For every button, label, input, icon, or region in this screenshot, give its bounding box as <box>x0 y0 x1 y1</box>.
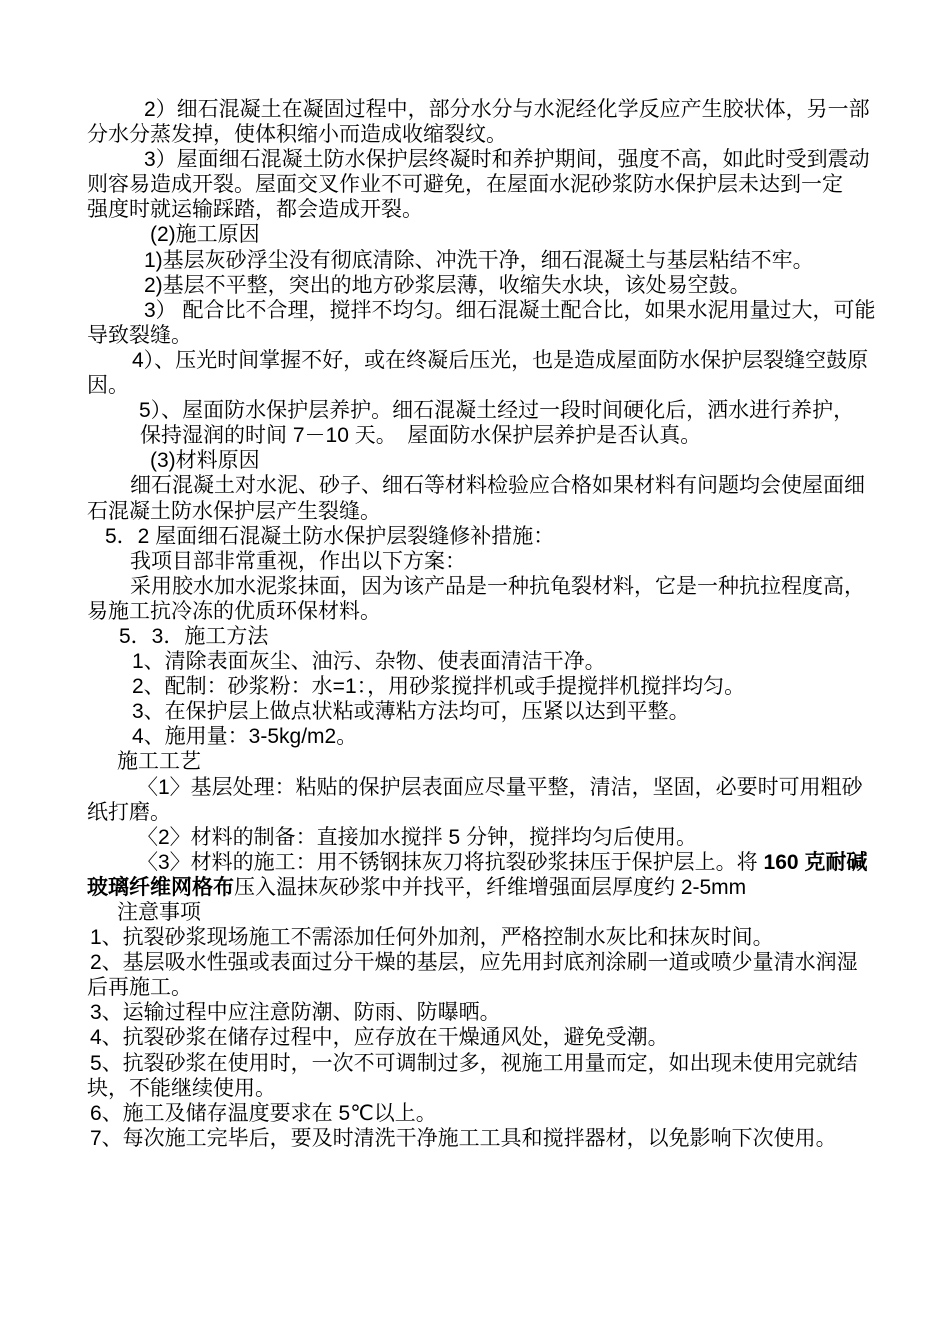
text-segment: 4）、压光时间掌握不好，或在终凝后压光，也是造成屋面防水保护层裂缝空鼓原 <box>132 348 869 372</box>
text-line <box>87 348 887 373</box>
text-line <box>87 323 887 348</box>
text-line <box>87 724 887 749</box>
text-line <box>87 624 887 649</box>
text-segment: 2）细石混凝土在凝固过程中，部分水分与水泥经化学反应产生胶状体，另一部 <box>144 98 870 121</box>
text-segment: 块，不能继续使用。 <box>87 1076 276 1100</box>
text-segment: 2、配制：砂浆粉：水=1：，用砂浆搅拌机或手提搅拌机搅拌均匀。 <box>132 675 746 699</box>
text-line <box>87 1126 887 1151</box>
text-line <box>87 298 887 323</box>
text-segment: 5．2 屋面细石混凝土防水保护层裂缝修补措施： <box>105 524 555 548</box>
text-segment: 2)基层不平整，突出的地方砂浆层薄，收缩失水块，该处易空鼓。 <box>144 273 751 297</box>
text-line <box>87 800 887 825</box>
text-segment: 强度时就运输踩踏，都会造成开裂。 <box>87 198 423 222</box>
text-line <box>87 524 887 549</box>
text-segment: 细石混凝土对水泥、砂子、细石等材料检验应合格如果材料有问题均会使屋面细 <box>130 474 865 498</box>
text-segment: 5．3．施工方法 <box>119 624 269 648</box>
text-segment: 〈1〉基层处理：粘贴的保护层表面应尽量平整，清洁，坚固，必要时可用粗砂 <box>137 775 863 799</box>
text-line <box>87 775 887 800</box>
text-segment: 后再施工。 <box>87 976 192 1000</box>
text-line <box>87 423 887 448</box>
text-segment: 7、每次施工完毕后，要及时清洗干净施工工具和搅拌器材，以免影响下次使用。 <box>90 1126 837 1150</box>
text-segment: 导致裂缝。 <box>87 323 192 347</box>
text-line <box>87 749 887 774</box>
text-line <box>87 473 887 498</box>
text-line <box>87 448 887 473</box>
text-segment: 5、抗裂砂浆在使用时，一次不可调制过多，视施工用量而定，如出现未使用完就结 <box>90 1051 858 1075</box>
text-segment: 3）屋面细石混凝土防水保护层终凝时和养护期间，强度不高，如此时受到震动 <box>144 148 870 172</box>
text-segment-bold: 160 克耐碱 <box>763 850 868 874</box>
text-line <box>87 147 887 172</box>
text-segment: 2、基层吸水性强或表面过分干燥的基层，应先用封底剂涂刷一道或喷少量清水润湿 <box>90 951 858 975</box>
text-line <box>87 122 887 147</box>
text-segment: (2)施工原因 <box>150 223 260 247</box>
text-segment: 因。 <box>87 374 129 398</box>
text-line <box>87 1076 887 1101</box>
text-line <box>87 1025 887 1050</box>
text-segment: 5）、屋面防水保护层养护。细石混凝土经过一段时间硬化后，洒水进行养护， <box>139 399 855 423</box>
text-line <box>87 925 887 950</box>
text-line <box>87 197 887 222</box>
text-segment: 1)基层灰砂浮尘没有彻底清除、冲洗干净，细石混凝土与基层粘结不牢。 <box>144 248 814 272</box>
text-line <box>87 850 887 875</box>
text-segment: 〈2〉材料的制备：直接加水搅拌 5 分钟，搅拌均匀后使用。 <box>137 825 698 849</box>
text-line <box>87 825 887 850</box>
text-segment: (3)材料原因 <box>150 449 260 473</box>
document-body <box>87 97 887 1151</box>
text-segment: 分水分蒸发掉，使体积缩小而造成收缩裂纹。 <box>87 123 507 147</box>
text-segment: 3、在保护层上做点状粘或薄粘方法均可，压紧以达到平整。 <box>132 700 690 724</box>
text-segment: 施工工艺 <box>117 750 201 774</box>
text-line <box>87 975 887 1000</box>
text-segment: 石混凝土防水保护层产生裂缝。 <box>87 499 381 523</box>
text-line <box>87 599 887 624</box>
text-line <box>87 699 887 724</box>
text-line <box>87 950 887 975</box>
text-segment: 采用胶水加水泥浆抹面，因为该产品是一种抗龟裂材料，它是一种抗拉程度高， <box>130 574 865 598</box>
text-segment: 3） 配合比不合理，搅拌不均匀。细石混凝土配合比，如果水泥用量过大，可能 <box>144 298 876 322</box>
text-segment: 压入温抹灰砂浆中并找平，纤维增强面层厚度约 2-5mm <box>234 875 747 899</box>
text-segment-bold: 玻璃纤维网格布 <box>87 875 234 899</box>
text-line <box>87 398 887 423</box>
text-segment: 注意事项 <box>117 901 201 924</box>
text-line <box>87 649 887 674</box>
text-segment: 1、抗裂砂浆现场施工不需添加任何外加剂，严格控制水灰比和抹灰时间。 <box>90 926 774 950</box>
text-segment: 我项目部非常重视，作出以下方案： <box>130 549 466 573</box>
text-line <box>87 273 887 298</box>
text-segment: 4、施用量：3-5kg/m2。 <box>132 725 358 749</box>
text-line <box>87 172 887 197</box>
text-segment: 4、抗裂砂浆在储存过程中，应存放在干燥通风处，避免受潮。 <box>90 1026 669 1050</box>
text-line <box>87 875 887 900</box>
text-segment: 〈3〉材料的施工：用不锈钢抹灰刀将抗裂砂浆抹压于保护层上。将 <box>137 850 764 874</box>
text-segment: 则容易造成开裂。屋面交叉作业不可避免，在屋面水泥砂浆防水保护层未达到一定 <box>87 173 843 197</box>
text-segment: 纸打磨。 <box>87 800 171 824</box>
text-line <box>87 499 887 524</box>
text-segment: 3、运输过程中应注意防潮、防雨、防曝晒。 <box>90 1001 501 1025</box>
text-line <box>87 574 887 599</box>
text-line <box>87 674 887 699</box>
text-line <box>87 1101 887 1126</box>
text-line <box>87 1051 887 1076</box>
text-line <box>87 248 887 273</box>
text-segment: 保持湿润的时间 7－10 天。 屋面防水保护层养护是否认真。 <box>140 424 702 448</box>
text-line <box>87 900 887 925</box>
text-segment: 1、清除表面灰尘、油污、杂物、使表面清洁干净。 <box>132 650 606 674</box>
text-line <box>87 1000 887 1025</box>
text-line <box>87 97 887 122</box>
text-line <box>87 222 887 247</box>
text-line <box>87 549 887 574</box>
text-segment: 6、施工及储存温度要求在 5℃以上。 <box>90 1101 437 1125</box>
text-line <box>87 373 887 398</box>
text-segment: 易施工抗冷冻的优质环保材料。 <box>87 599 381 623</box>
